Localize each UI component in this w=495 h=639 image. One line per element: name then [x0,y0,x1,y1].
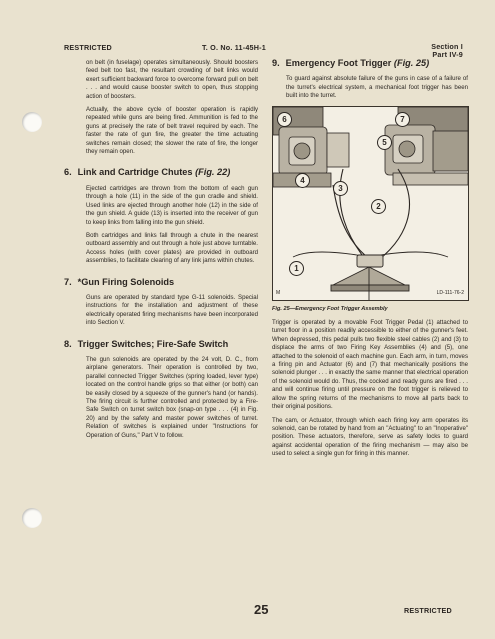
right-column [272,59,468,464]
figure-tag-id: LD-111-76-2 [436,290,464,297]
header-part: Part IV-9 [432,50,463,59]
footer-restricted: RESTRICTED [404,606,452,615]
figure-foot-trigger [272,106,469,301]
left-column [64,59,258,445]
section-heading-8: 8. Trigger Switches; Fire-Safe Switch [64,338,229,349]
paragraph: The cam, or Actuator, through which each firing key arm operates its solenoid, can be rotated by hand from an "Actuating" to an "Inoperative" position. These actuators, therefore, serve as safety locks to guard against accidental operation of the firing mechanism — may also be used to select a single gun for firing in this manner. [272,416,468,458]
callout-2: 2 [371,199,386,214]
callout-4: 4 [295,173,310,188]
callout-5: 5 [377,135,392,150]
section-heading-9: 9. Emergency Foot Trigger (Fig. 25) [272,58,430,68]
paragraph: Ejected cartridges are thrown from the bottom of each gun through a hole (11) in the side of the gun cradle and shield. Used links are ejected through another hole (12) in the side of the gun shield. A guide (13) is inserted into the receiver of gun to keep links from falling into the gun shield. [86,184,258,226]
binder-hole-top [22,112,42,132]
callout-6: 6 [277,112,292,127]
paragraph: To guard against absolute failure of the guns in case of a failure of the turret's electrical system, a mechanical foot trigger has been built into the turret. [286,75,468,100]
callout-3: 3 [333,181,348,196]
callout-1: 1 [289,261,304,276]
header-section: Section I [431,42,463,51]
paragraph: Guns are operated by standard type G-11 solenoids. Special instructions for the installation and adjustment of these electrically operated firing mechanisms have been incorporated into Section V. [86,293,258,327]
figure-caption: Fig. 25—Emergency Foot Trigger Assembly [272,305,388,312]
section-heading-6: 6. Link and Cartridge Chutes (Fig. 22) [64,167,231,178]
paragraph: Both cartridges and links fall through a chute in the nearest outboard assembly and out through a hole just above turntable. Access holes (with cover plates) are provided in outboard assemblies, to facilitate clearing of any link jams within chutes. [86,231,258,265]
header-restricted: RESTRICTED [64,43,112,52]
paragraph: Actually, the above cycle of booster operation is rapidly repeated while guns are being fired. Ammunition is fed to the guns at precisely the rate of belt travel required by each. The faster the rate of gun fire, the greater the time actuating switches remain closed; the slower the rate of fire, the longer they remain open. [86,106,258,156]
callout-7: 7 [395,112,410,127]
section-heading-7: 7. *Gun Firing Solenoids [64,276,175,287]
figure-tag-m: M [276,290,281,297]
paragraph: The gun solenoids are operated by the 24 volt, D. C., from airplane generators. Their operation is controlled by two, parallel connected Trigger Switches (spring loaded, lever type) located on the control handle grips so that either (or both) can be easily closed by a squeeze of the gunner's hand (or hands). The firing circuit is further controlled and protected by a Fire-Safe Switch on turret switch box (snap-on type . . . (4) in Fig. 20) and by the safety and master power switches of turret. Relation of switches is explained under "Instructions for Operation of Guns," Part V to follow. [86,355,258,439]
page-number: 25 [254,602,269,617]
paragraph: Trigger is operated by a movable Foot Trigger Pedal (1) attached to turret floor in a position readily accessible to either of the gunner's feet. When depressed, this pedal pulls two flexible steel cables (2) and (3) to displace the arms of two Firing Key Assemblies (4) and (5), one attached to the solenoid of each machine gun. Each arm, in turn, moves a firing pin and Actuator (6) and (7) that mechanically positions the solenoid plunger . . . in exactly the same manner that electrical operation of the solenoid would do. Thus, the cocked and ready guns are fired . . . and will continue firing until pressure on the foot trigger is relieved to allow the spring returns of the mechanisms to move all parts back to their original positions. [272,319,468,411]
binder-hole-bottom [22,508,42,528]
paragraph: on belt (in fuselage) operates simultaneously. Should boosters feed belt too fast, the resultant crowding of belt links would exert sufficient backward force to overcome forward pull on belt . . . and would cause booster switch to open, thus stopping action of boosters. [86,59,258,100]
header-to-number: T. O. No. 11-45H-1 [202,43,266,52]
